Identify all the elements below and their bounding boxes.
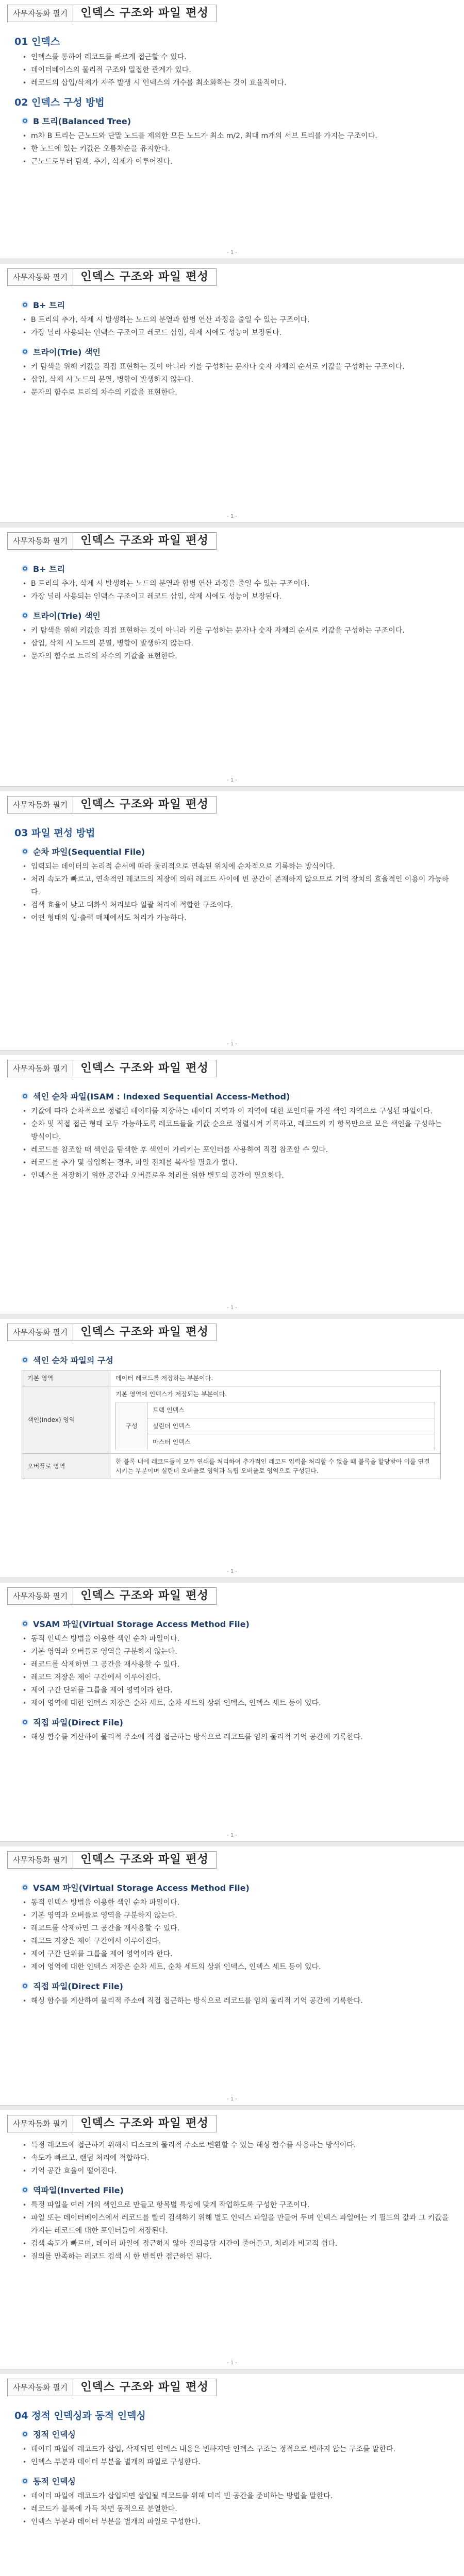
list-item-text: 레코드의 삽입/삭제가 자주 발생 시 인덱스의 개수를 최소화하는 것이 효율적이다.: [31, 79, 287, 87]
list-item: [23, 77, 450, 90]
bullet-dot-icon: •: [23, 132, 27, 140]
book-tag: 사무자동화 필기: [7, 1060, 73, 1077]
list-item-text: 키 탐색을 위해 키값을 직접 표현하는 것이 아니라 키를 구성하는 문자나 숫자 자체의 순서로 키값을 구성하는 구조이다.: [31, 363, 405, 371]
list-item: [23, 1697, 450, 1710]
table-row: [22, 1454, 441, 1479]
slide-title: 인덱스 구조와 파일 편성: [73, 2379, 217, 2396]
book-tag: 사무자동화 필기: [7, 2379, 73, 2396]
target-bullet-icon: [22, 1357, 28, 1363]
list-item-text: 한 노드에 있는 키값은 오름차순을 유지한다.: [31, 145, 171, 153]
bullet-dot-icon: •: [23, 66, 27, 74]
list-item-text: 속도가 빠르고, 랜덤 처리에 적합하다.: [31, 2154, 150, 2162]
target-bullet-icon: [22, 1620, 28, 1627]
list-item: [23, 912, 450, 925]
list-item: [23, 130, 450, 143]
list-item-text: 문자의 함수로 트리의 차수의 키값을 표현한다.: [31, 388, 177, 397]
bullet-dot-icon: •: [23, 1648, 27, 1655]
list-item-text: 처리 속도가 빠르고, 연속적인 레코드의 저장에 의해 레코드 사이에 빈 공간이 존재하지 않으므로 기억 장치의 효율적인 이용이 가능하다.: [31, 875, 449, 896]
index-component: 실린더 인덱스: [147, 1418, 435, 1434]
list-item-text: 인덱스를 저장하기 위한 공간과 오버플로우 처리를 위한 별도의 공간이 필요하다.: [31, 1172, 284, 1180]
bullet-dot-icon: •: [23, 2155, 27, 2162]
list-item: [23, 2456, 450, 2469]
list-item: [23, 314, 450, 327]
bullet-dot-icon: •: [23, 640, 27, 647]
slide-title: 인덱스 구조와 파일 편성: [73, 1587, 217, 1605]
book-tag: 사무자동화 필기: [7, 1587, 73, 1605]
list-item: [23, 899, 450, 912]
subsection-heading-text: B+ 트리: [33, 300, 65, 310]
slide-body: [0, 1609, 464, 1744]
slide-header: [0, 1846, 464, 1873]
list-item-text: 제어 구간 단위를 그룹을 제어 영역이라 한다.: [31, 1950, 173, 1958]
bullet-list: [14, 2199, 450, 2263]
section-heading: 02 인덱스 구성 방법: [14, 97, 105, 108]
list-item-text: 파일 또는 데이터베이스에서 레코드를 빨리 검색하기 위해 별도 인덱스 파일을 만들어 두며 인덱스 파일에는 키 필드의 값과 그 키값을 가지는 레코드에 대한 포인터들이 저장된다.: [31, 2214, 449, 2235]
slide: [0, 2374, 464, 2576]
target-bullet-icon: [22, 2478, 28, 2484]
slide-body: [0, 2401, 464, 2529]
list-item: [23, 590, 450, 603]
book-tag: 사무자동화 필기: [7, 532, 73, 550]
list-item-text: 제어 구간 단위를 그룹을 제어 영역이라 한다.: [31, 1686, 173, 1694]
list-item-text: 순차 및 직접 접근 형태 모두 가능하도록 레코드들을 키값 순으로 정렬시켜 기록하고, 레코드의 키 항목만으로 모은 색인을 구성하는 방식이다.: [31, 1120, 442, 1141]
slide-title: 인덱스 구조와 파일 편성: [73, 1324, 217, 1341]
bullet-list: [14, 51, 450, 90]
list-item-text: 동적 인덱스 방법을 이용한 색인 순차 파일이다.: [31, 1635, 180, 1643]
slide: [0, 528, 464, 787]
list-item-text: 제어 영역에 대한 인덱스 저장은 순차 세트, 순차 세트의 상위 인덱스, 인덱스 세트 등이 있다.: [31, 1699, 321, 1707]
list-item: [23, 1961, 450, 1974]
subsection-heading: [22, 1716, 450, 1728]
subsection-heading: [22, 845, 450, 857]
subsection-heading: [22, 2428, 450, 2440]
subsection-heading-text: 색인 순차 파일(ISAM : Indexed Sequential Access-Method): [33, 1092, 290, 1101]
slide-header: [0, 2374, 464, 2401]
list-item: [23, 624, 450, 637]
list-item-text: 검색 효율이 낮고 대화식 처리보다 일괄 처리에 적합한 구조이다.: [31, 901, 233, 909]
bullet-list: [14, 1896, 450, 1974]
subsection-heading-text: 색인 순차 파일의 구성: [33, 1355, 113, 1365]
list-item-text: 키값에 따라 순차적으로 정렬된 데이터를 저장하는 데이터 지역과 이 지역에 대한 포인터를 가진 색인 지역으로 구성된 파일이다.: [31, 1107, 433, 1115]
target-bullet-icon: [22, 848, 28, 855]
slide-title: 인덱스 구조와 파일 편성: [73, 2115, 217, 2132]
page-number: - 1 -: [227, 2360, 237, 2366]
subsection-heading-text: 직접 파일(Direct File): [33, 1981, 123, 1991]
list-item-text: 제어 영역에 대한 인덱스 저장은 순차 세트, 순차 세트의 상위 인덱스, 인덱스 세트 등이 있다.: [31, 1963, 321, 1971]
list-item: [23, 1633, 450, 1646]
bullet-dot-icon: •: [23, 54, 27, 61]
table-row-label: 오버플로 영역: [22, 1454, 110, 1479]
bullet-dot-icon: •: [23, 1661, 27, 1668]
table-row: [116, 1418, 435, 1434]
book-tag: 사무자동화 필기: [7, 268, 73, 286]
subsection-heading-text: 직접 파일(Direct File): [33, 1718, 123, 1727]
bullet-dot-icon: •: [23, 363, 27, 370]
bullet-dot-icon: •: [23, 2201, 27, 2209]
slide: [0, 1846, 464, 2106]
bullet-dot-icon: •: [23, 2493, 27, 2500]
list-item: [23, 2139, 450, 2152]
subsection-heading-text: VSAM 파일(Virtual Storage Access Method File): [33, 1883, 250, 1893]
slide-body: [0, 818, 464, 925]
list-item: [23, 1144, 450, 1157]
bullet-dot-icon: •: [23, 1734, 27, 1741]
list-item-text: 질의를 만족하는 레코드 검색 시 한 번씩만 접근하면 된다.: [31, 2252, 212, 2261]
bullet-dot-icon: •: [23, 2253, 27, 2260]
slide-title: 인덱스 구조와 파일 편성: [73, 1851, 217, 1869]
list-item: [23, 637, 450, 650]
bullet-dot-icon: •: [23, 329, 27, 336]
bullet-list: [14, 578, 450, 603]
subsection-heading-text: VSAM 파일(Virtual Storage Access Method File): [33, 1619, 250, 1629]
list-item: [23, 2199, 450, 2212]
subsection-heading-text: 정적 인덱싱: [33, 2430, 76, 2439]
book-tag: 사무자동화 필기: [7, 2115, 73, 2132]
bullet-dot-icon: •: [23, 1687, 27, 1694]
table-row-content: [110, 1386, 441, 1454]
list-item-text: 해싱 함수를 계산하여 물리적 주소에 직접 접근하는 방식으로 레코드를 임의 물리적 기억 공간에 기록한다.: [31, 1733, 363, 1741]
list-item: [23, 2443, 450, 2456]
page-number: - 1 -: [227, 1833, 237, 1838]
list-item: [23, 1909, 450, 1922]
page-number: - 1 -: [227, 1041, 237, 1047]
bullet-list: [14, 2490, 450, 2529]
list-item-text: 레코드를 삭제하면 그 공간을 재사용할 수 있다.: [31, 1660, 180, 1669]
list-item-text: 키 탐색을 위해 키값을 직접 표현하는 것이 아니라 키를 구성하는 문자나 숫자 자체의 순서로 키값을 구성하는 구조이다.: [31, 626, 405, 635]
list-item: [23, 64, 450, 77]
slide: [0, 791, 464, 1050]
section-heading: 03 파일 편성 방법: [14, 827, 95, 839]
slide: [0, 0, 464, 259]
subsection-heading: [22, 1882, 450, 1893]
bullet-dot-icon: •: [23, 2446, 27, 2453]
target-bullet-icon: [22, 348, 28, 355]
target-bullet-icon: [22, 1884, 28, 1891]
list-item: [23, 327, 450, 340]
bullet-dot-icon: •: [23, 145, 27, 152]
list-item: [23, 2152, 450, 2165]
list-item-text: m차 B 트리는 근노드와 단말 노드를 제외한 모든 노드가 최소 m/2, 최대 m개의 서브 트리를 가지는 구조이다.: [31, 132, 377, 140]
page-number: - 1 -: [227, 777, 237, 783]
slide: [0, 1583, 464, 1842]
list-item-text: 검색 속도가 빠르며, 데이터 파일에 접근하지 않아 질의응답 시간이 줄어들고, 처리가 비교적 쉽다.: [31, 2240, 338, 2248]
slide-header: [0, 791, 464, 818]
isam-structure-table: [22, 1370, 441, 1479]
slide-title: 인덱스 구조와 파일 편성: [73, 532, 217, 550]
list-item-text: 레코드를 추가 및 삽입하는 경우, 파일 전체를 복사할 필요가 없다.: [31, 1159, 238, 1167]
list-item-text: 데이터 파일에 레코드가 삽입되면 삽입될 레코드를 위해 미리 빈 공간을 준비하는 방법을 말한다.: [31, 2492, 333, 2500]
list-item: [23, 2238, 450, 2250]
book-tag: 사무자동화 필기: [7, 5, 73, 22]
bullet-dot-icon: •: [23, 653, 27, 660]
subsection-heading: [22, 1980, 450, 1992]
bullet-list: [14, 624, 450, 663]
bullet-list: [14, 130, 450, 168]
table-row-text: 데이터 레코드를 저장하는 부분이다.: [115, 1375, 213, 1382]
list-item-text: 동적 인덱스 방법을 이용한 색인 순차 파일이다.: [31, 1899, 180, 1907]
bullet-dot-icon: •: [23, 2214, 27, 2222]
bullet-list: [14, 860, 450, 925]
list-item: [23, 1922, 450, 1935]
table-row: [116, 1434, 435, 1450]
table-row-label: 색인(Index) 영역: [22, 1386, 110, 1454]
list-item: [23, 2516, 450, 2529]
section-heading: 01 인덱스: [14, 36, 60, 47]
bullet-list: [14, 2139, 450, 2178]
slide-body: [0, 1082, 464, 1182]
list-item: [23, 2503, 450, 2516]
table-row-label: 기본 영역: [22, 1370, 110, 1386]
index-component: 트랙 인덱스: [147, 1402, 435, 1418]
list-item-text: 입력되는 데이터의 논리적 순서에 따라 물리적으로 연속된 위치에 순차적으로 기록하는 방식이다.: [31, 862, 335, 871]
subsection-heading: [22, 609, 450, 621]
target-bullet-icon: [22, 1093, 28, 1099]
list-item: [23, 51, 450, 64]
slide: [0, 2110, 464, 2369]
list-item: [23, 1118, 450, 1144]
list-item: [23, 1646, 450, 1658]
list-item-text: 문자의 함수로 트리의 차수의 키값을 표현한다.: [31, 652, 177, 660]
target-bullet-icon: [22, 2187, 28, 2193]
list-item: [23, 361, 450, 374]
list-item: [23, 1658, 450, 1671]
list-item-text: 특정 레코드에 접근하기 위해서 디스크의 물리적 주소로 변환할 수 있는 해싱 함수를 사용하는 방식이다.: [31, 2141, 356, 2149]
list-item-text: 레코드가 블록에 가득 차면 동적으로 분열한다.: [31, 2505, 177, 2513]
subsection-heading: [22, 115, 450, 127]
table-row-text: 기본 영역에 인덱스가 저장되는 부분이다.: [115, 1391, 227, 1398]
subsection-heading: [22, 299, 450, 311]
list-item: [23, 2250, 450, 2263]
subsection-heading-text: 트라이(Trie) 색인: [33, 611, 101, 621]
bullet-dot-icon: •: [23, 1899, 27, 1906]
slide-title: 인덱스 구조와 파일 편성: [73, 268, 217, 286]
slide-body: [0, 554, 464, 663]
list-item-text: 근노드로부터 탐색, 추가, 삭제가 이루어진다.: [31, 158, 173, 166]
list-item: [23, 1157, 450, 1170]
subsection-heading: [22, 1618, 450, 1630]
subsection-heading-text: 역파일(Inverted File): [33, 2185, 124, 2195]
index-group-label: 구성: [116, 1402, 147, 1450]
list-item: [23, 1105, 450, 1118]
bullet-dot-icon: •: [23, 1951, 27, 1958]
list-item-text: 인덱스 부분과 데이터 부분을 별개의 파일로 구성한다.: [31, 2458, 201, 2466]
bullet-dot-icon: •: [23, 1912, 27, 1919]
bullet-dot-icon: •: [23, 1925, 27, 1932]
slide-title: 인덱스 구조와 파일 편성: [73, 796, 217, 814]
bullet-dot-icon: •: [23, 79, 27, 87]
list-item: [23, 386, 450, 399]
list-item-text: 가장 널리 사용되는 인덱스 구조이고 레코드 삽입, 삭제 시에도 성능이 보장된다.: [31, 329, 282, 337]
list-item-text: 레코드를 삭제하면 그 공간을 재사용할 수 있다.: [31, 1924, 180, 1933]
subsection-heading: [22, 1354, 450, 1366]
list-item-text: 레코드 저장은 제어 구간에서 이루어진다.: [31, 1673, 161, 1682]
list-item-text: 레코드를 참조할 때 색인을 탐색한 후 색인이 가리키는 포인터를 사용하여 직접 참조할 수 있다.: [31, 1146, 328, 1154]
bullet-dot-icon: •: [23, 1700, 27, 1707]
list-item-text: 해싱 함수를 계산하여 물리적 주소에 직접 접근하는 방식으로 레코드를 임의 물리적 기억 공간에 기록한다.: [31, 1997, 363, 2005]
slide: [0, 1319, 464, 1578]
subsection-heading: [22, 346, 450, 358]
list-item-text: B 트리의 추가, 삭제 시 발생하는 노드의 분열과 합병 연산 과정을 줄일 수 있는 구조이다.: [31, 316, 310, 324]
subsection-heading-text: 트라이(Trie) 색인: [33, 347, 101, 357]
bullet-dot-icon: •: [23, 1159, 27, 1166]
list-item-text: 인덱스 부분과 데이터 부분을 별개의 파일로 구성한다.: [31, 2518, 201, 2526]
section-heading: 04 정적 인덱싱과 동적 인덱싱: [14, 2410, 146, 2421]
bullet-dot-icon: •: [23, 1997, 27, 2005]
list-item: [23, 1935, 450, 1948]
bullet-list: [14, 2443, 450, 2469]
bullet-dot-icon: •: [23, 2142, 27, 2149]
table-row-content: [110, 1454, 441, 1479]
page-number: - 1 -: [227, 1305, 237, 1311]
bullet-dot-icon: •: [23, 376, 27, 383]
subsection-heading: [22, 563, 450, 574]
bullet-dot-icon: •: [23, 580, 27, 587]
page-number: - 1 -: [227, 1569, 237, 1574]
table-row: [116, 1402, 435, 1418]
bullet-list: [14, 361, 450, 399]
bullet-list: [14, 1633, 450, 1710]
list-item-text: 특정 파일을 여러 개의 색인으로 만들고 항목별 특성에 맞게 작업하도록 구성한 구조이다.: [31, 2201, 310, 2209]
list-item: [23, 2165, 450, 2178]
list-item: [23, 578, 450, 590]
bullet-list: [14, 1105, 450, 1182]
bullet-dot-icon: •: [23, 1963, 27, 1971]
list-item: [23, 156, 450, 168]
target-bullet-icon: [22, 612, 28, 619]
bullet-dot-icon: •: [23, 389, 27, 396]
bullet-dot-icon: •: [23, 1674, 27, 1681]
slide-header: [0, 1583, 464, 1609]
index-component: 마스터 인덱스: [147, 1434, 435, 1450]
page-number: - 1 -: [227, 2096, 237, 2102]
slide-header: [0, 1319, 464, 1346]
list-item-text: 삽입, 삭제 시 노드의 분열, 병합이 발생하지 않는다.: [31, 639, 193, 648]
target-bullet-icon: [22, 301, 28, 308]
bullet-dot-icon: •: [23, 914, 27, 922]
list-item: [23, 1684, 450, 1697]
slide-body: [0, 1873, 464, 2008]
subsection-heading-text: 순차 파일(Sequential File): [33, 847, 145, 857]
table-row: [22, 1386, 441, 1454]
list-item-text: 기본 영역과 오버플로 영역을 구분하지 않는다.: [31, 1911, 177, 1920]
list-item-text: 기본 영역과 오버플로 영역을 구분하지 않는다.: [31, 1648, 177, 1656]
bullet-dot-icon: •: [23, 2459, 27, 2466]
bullet-dot-icon: •: [23, 316, 27, 324]
list-item-text: 데이터 파일에 레코드가 삽입, 삭제되면 인덱스 내용은 변하지만 인덱스 구조는 정적으로 변하지 않는 구조를 말한다.: [31, 2445, 395, 2453]
slide-header: [0, 2110, 464, 2137]
slide-body: [0, 2137, 464, 2263]
target-bullet-icon: [22, 1719, 28, 1725]
list-item-text: 가장 널리 사용되는 인덱스 구조이고 레코드 삽입, 삭제 시에도 성능이 보장된다.: [31, 592, 282, 601]
list-item: [23, 374, 450, 386]
bullet-dot-icon: •: [23, 876, 27, 883]
slide-body: [0, 1346, 464, 1479]
book-tag: 사무자동화 필기: [7, 1324, 73, 1341]
target-bullet-icon: [22, 565, 28, 572]
slide-title: 인덱스 구조와 파일 편성: [73, 5, 217, 22]
list-item: [23, 1948, 450, 1961]
bullet-dot-icon: •: [23, 863, 27, 870]
bullet-dot-icon: •: [23, 902, 27, 909]
slide-header: [0, 0, 464, 27]
list-item: [23, 2212, 450, 2238]
list-item: [23, 2490, 450, 2503]
list-item-text: 데이터베이스의 물리적 구조와 밀접한 관계가 있다.: [31, 66, 191, 74]
target-bullet-icon: [22, 117, 28, 124]
bullet-list: [14, 314, 450, 340]
slide-header: [0, 264, 464, 291]
bullet-dot-icon: •: [23, 2518, 27, 2526]
list-item-text: 인덱스를 통하여 레코드를 빠르게 접근할 수 있다.: [31, 53, 187, 61]
bullet-dot-icon: •: [23, 627, 27, 634]
bullet-list: [14, 1995, 450, 2008]
bullet-dot-icon: •: [23, 2505, 27, 2513]
index-components-table: [115, 1402, 435, 1450]
list-item: [23, 1896, 450, 1909]
bullet-dot-icon: •: [23, 2240, 27, 2247]
bullet-dot-icon: •: [23, 1938, 27, 1945]
subsection-heading: [22, 1090, 450, 1102]
list-item: [23, 1671, 450, 1684]
slide-header: [0, 528, 464, 554]
bullet-dot-icon: •: [23, 1121, 27, 1128]
list-item: [23, 1731, 450, 1744]
bullet-dot-icon: •: [23, 1635, 27, 1642]
table-row-text: 한 블록 내에 레코드들이 모두 연쇄를 처리하여 추가적인 레코드 입력을 처리할 수 없을 때 블록을 할당받아 이를 연결시키는 부분이며 실린더 오버플로 영역과 독립 오버플로 영역으로 구성된다.: [115, 1458, 430, 1475]
target-bullet-icon: [22, 1982, 28, 1989]
subsection-heading-text: 동적 인덱싱: [33, 2477, 76, 2486]
bullet-dot-icon: •: [23, 1146, 27, 1154]
subsection-heading: [22, 2475, 450, 2487]
subsection-heading-text: B+ 트리: [33, 564, 65, 574]
list-item-text: 기억 공간 효율이 떨어진다.: [31, 2167, 117, 2175]
list-item: [23, 873, 450, 899]
slide: [0, 264, 464, 523]
list-item: [23, 143, 450, 156]
bullet-dot-icon: •: [23, 158, 27, 165]
list-item: [23, 1995, 450, 2008]
list-item-text: 레코드 저장은 제어 구간에서 이루어진다.: [31, 1937, 161, 1945]
bullet-dot-icon: •: [23, 1172, 27, 1179]
list-item-text: 삽입, 삭제 시 노드의 분열, 병합이 발생하지 않는다.: [31, 376, 193, 384]
slide-body: [0, 27, 464, 168]
list-item: [23, 1170, 450, 1182]
slide-title: 인덱스 구조와 파일 편성: [73, 1060, 217, 1077]
slide-body: [0, 291, 464, 399]
list-item-text: B 트리의 추가, 삭제 시 발생하는 노드의 분열과 합병 연산 과정을 줄일 수 있는 구조이다.: [31, 580, 310, 588]
bullet-dot-icon: •: [23, 1108, 27, 1115]
slide: [0, 1055, 464, 1314]
book-tag: 사무자동화 필기: [7, 796, 73, 814]
book-tag: 사무자동화 필기: [7, 1851, 73, 1869]
page-number: - 1 -: [227, 250, 237, 256]
bullet-list: [14, 1731, 450, 1744]
page-number: - 1 -: [227, 514, 237, 519]
list-item: [23, 860, 450, 873]
list-item: [23, 650, 450, 663]
bullet-dot-icon: •: [23, 593, 27, 600]
list-item-text: 어떤 형태의 입·출력 매체에서도 처리가 가능하다.: [31, 914, 187, 922]
table-row: [22, 1370, 441, 1386]
table-row-content: [110, 1370, 441, 1386]
subsection-heading: [22, 2184, 450, 2196]
bullet-dot-icon: •: [23, 2167, 27, 2175]
target-bullet-icon: [22, 2431, 28, 2437]
slide-header: [0, 1055, 464, 1082]
subsection-heading-text: B 트리(Balanced Tree): [33, 116, 131, 126]
